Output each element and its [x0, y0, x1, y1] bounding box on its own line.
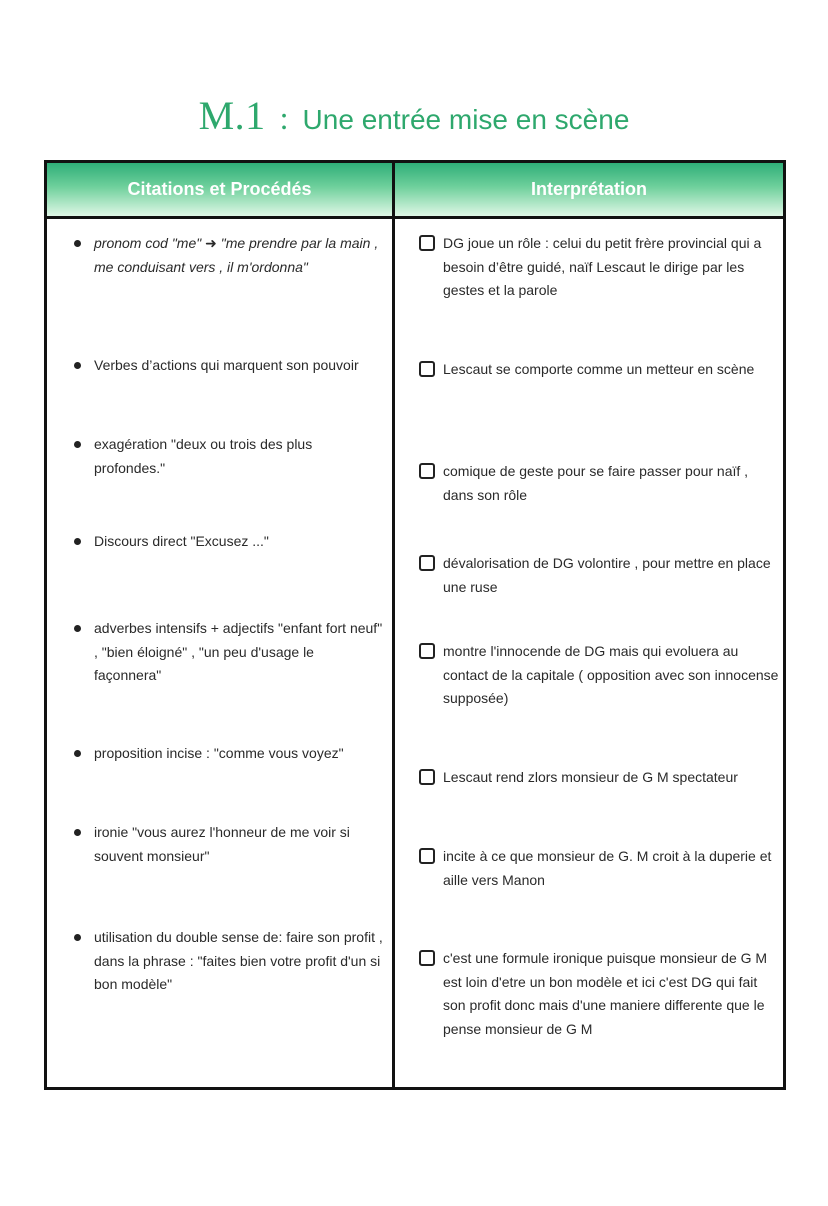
checkbox-icon	[419, 555, 435, 571]
checkbox-icon	[419, 769, 435, 785]
interpretation-text: Lescaut se comporte comme un metteur en scène	[443, 361, 755, 377]
citation-item	[94, 354, 384, 378]
interpretation-text: dévalorisation de DG volontire , pour mettre en place une ruse	[443, 555, 771, 595]
citation-text: adverbes intensifs + adjectifs "enfant fort neuf" , "bien éloigné" , "un peu d'usage le façonnera"	[94, 620, 383, 683]
bullet-icon	[74, 829, 81, 836]
citation-text: proposition incise : "comme vous voyez"	[94, 745, 344, 761]
title-separator: :	[279, 100, 289, 136]
bullet-icon	[74, 362, 81, 369]
citation-item	[94, 433, 384, 480]
interpretation-item	[443, 460, 779, 507]
bullet-icon	[74, 750, 81, 757]
citation-text: pronom cod "me" ➜ "me prendre par la main , me conduisant vers , il m'ordonna"	[94, 235, 379, 275]
interpretation-item	[443, 640, 779, 711]
checkbox-icon	[419, 235, 435, 251]
header-interpretation: Interprétation	[395, 163, 783, 219]
citation-text: ironie "vous aurez l'honneur de me voir si souvent monsieur"	[94, 824, 350, 864]
citation-text: Verbes d’actions qui marquent son pouvoir	[94, 357, 359, 373]
interpretation-text: incite à ce que monsieur de G. M croit à la duperie et aille vers Manon	[443, 848, 772, 888]
page-title	[0, 92, 828, 139]
interpretation-item	[443, 766, 779, 790]
bullet-icon	[74, 538, 81, 545]
checkbox-icon	[419, 361, 435, 377]
title-code: M.1	[198, 93, 266, 138]
checkbox-icon	[419, 463, 435, 479]
title-text: Une entrée mise en scène	[302, 104, 630, 135]
interpretation-text: Lescaut rend zlors monsieur de G M spectateur	[443, 769, 738, 785]
interpretation-item	[443, 552, 779, 599]
bullet-icon	[74, 441, 81, 448]
citation-text: Discours direct "Excusez ..."	[94, 533, 269, 549]
interpretation-item	[443, 845, 779, 892]
interpretation-item	[443, 232, 779, 303]
bullet-icon	[74, 625, 81, 632]
column-divider	[392, 163, 395, 1087]
interpretation-text: DG joue un rôle : celui du petit frère provincial qui a besoin d’être guidé, naïf Lescaut le dirige par les gestes et la parole	[443, 235, 762, 298]
header-citations: Citations et Procédés	[47, 163, 392, 219]
analysis-table	[44, 160, 786, 1090]
checkbox-icon	[419, 950, 435, 966]
interpretation-item	[443, 358, 779, 382]
citation-text: exagération "deux ou trois des plus profondes."	[94, 436, 313, 476]
citation-item	[94, 232, 384, 279]
citation-text: utilisation du double sense de: faire son profit , dans la phrase : "faites bien votre profit d'un si bon modèle"	[94, 929, 383, 992]
checkbox-icon	[419, 643, 435, 659]
citation-item	[94, 821, 384, 868]
interpretation-text: comique de geste pour se faire passer pour naïf , dans son rôle	[443, 463, 749, 503]
citation-item	[94, 530, 384, 554]
bullet-icon	[74, 934, 81, 941]
bullet-icon	[74, 240, 81, 247]
citation-item	[94, 742, 384, 766]
interpretation-item	[443, 947, 779, 1041]
checkbox-icon	[419, 848, 435, 864]
interpretation-text: montre l'innocende de DG mais qui evoluera au contact de la capitale ( opposition avec son innocense supposée)	[443, 643, 779, 706]
citation-item	[94, 617, 384, 688]
interpretation-text: c'est une formule ironique puisque monsieur de G M est loin d'etre un bon modèle et ici c'est DG qui fait son profit donc mais d'une maniere differente que le pense monsieur de G M	[443, 950, 768, 1037]
citation-item	[94, 926, 384, 997]
